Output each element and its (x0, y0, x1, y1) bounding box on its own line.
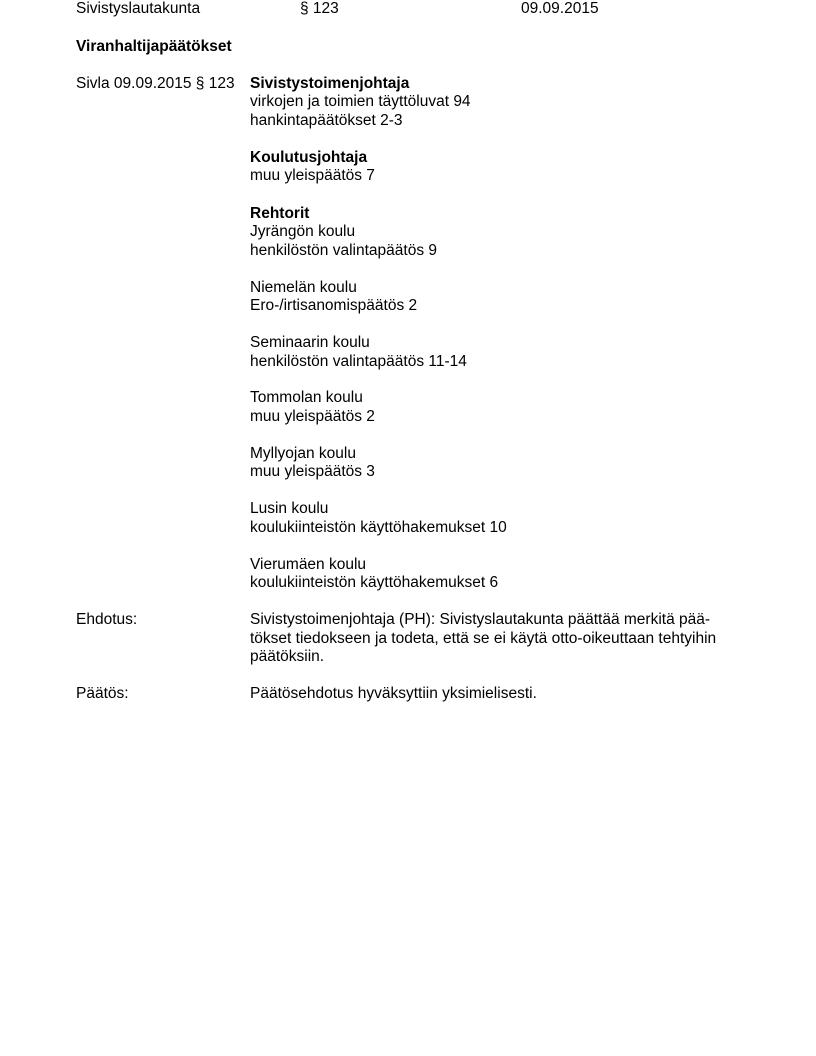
list-item: muu yleispäätös 3 (250, 463, 375, 480)
list-item: Niemelän koulu (250, 279, 357, 296)
list-item: henkilöstön valintapäätös 9 (250, 242, 437, 259)
group-heading: Rehtorit (250, 205, 310, 222)
reference: Sivla 09.09.2015 § 123 (76, 75, 235, 92)
list-item: henkilöstön valintapäätös 11-14 (250, 353, 467, 370)
list-item: koulukiinteistön käyttöhakemukset 10 (250, 519, 507, 536)
list-item: koulukiinteistön käyttöhakemukset 6 (250, 574, 499, 591)
list-item: Ero-/irtisanomispäätös 2 (250, 297, 418, 314)
list-item: Myllyojan koulu (250, 445, 356, 462)
list-item: hankintapäätökset 2-3 (250, 112, 403, 129)
list-item: Tommolan koulu (250, 389, 363, 406)
section-number: § 123 (300, 0, 339, 17)
list-item: Vierumäen koulu (250, 556, 367, 573)
committee-name: Sivistyslautakunta (76, 0, 201, 17)
group-heading: Sivistystoimenjohtaja (250, 75, 410, 92)
list-item: virkojen ja toimien täyttöluvat 94 (250, 93, 471, 110)
list-item: muu yleispäätös 2 (250, 408, 375, 425)
proposal-text-line: Sivistystoimenjohtaja (PH): Sivistyslautakunta päättää merkitä pää- (250, 611, 711, 628)
page-title: Viranhaltijapäätökset (76, 38, 232, 55)
group-heading: Koulutusjohtaja (250, 149, 368, 166)
proposal-text-line: tökset tiedokseen ja todeta, että se ei käytä otto-oikeuttaan tehtyihin (250, 630, 717, 647)
list-item: Lusin koulu (250, 500, 329, 517)
list-item: muu yleispäätös 7 (250, 167, 375, 184)
proposal-text-line: päätöksiin. (250, 648, 325, 665)
list-item: Jyrängön koulu (250, 223, 356, 240)
decision-label: Päätös: (76, 685, 129, 702)
proposal-label: Ehdotus: (76, 611, 138, 628)
list-item: Seminaarin koulu (250, 334, 370, 351)
meeting-date: 09.09.2015 (521, 0, 599, 17)
decision-text: Päätösehdotus hyväksyttiin yksimielisesti. (250, 685, 537, 702)
